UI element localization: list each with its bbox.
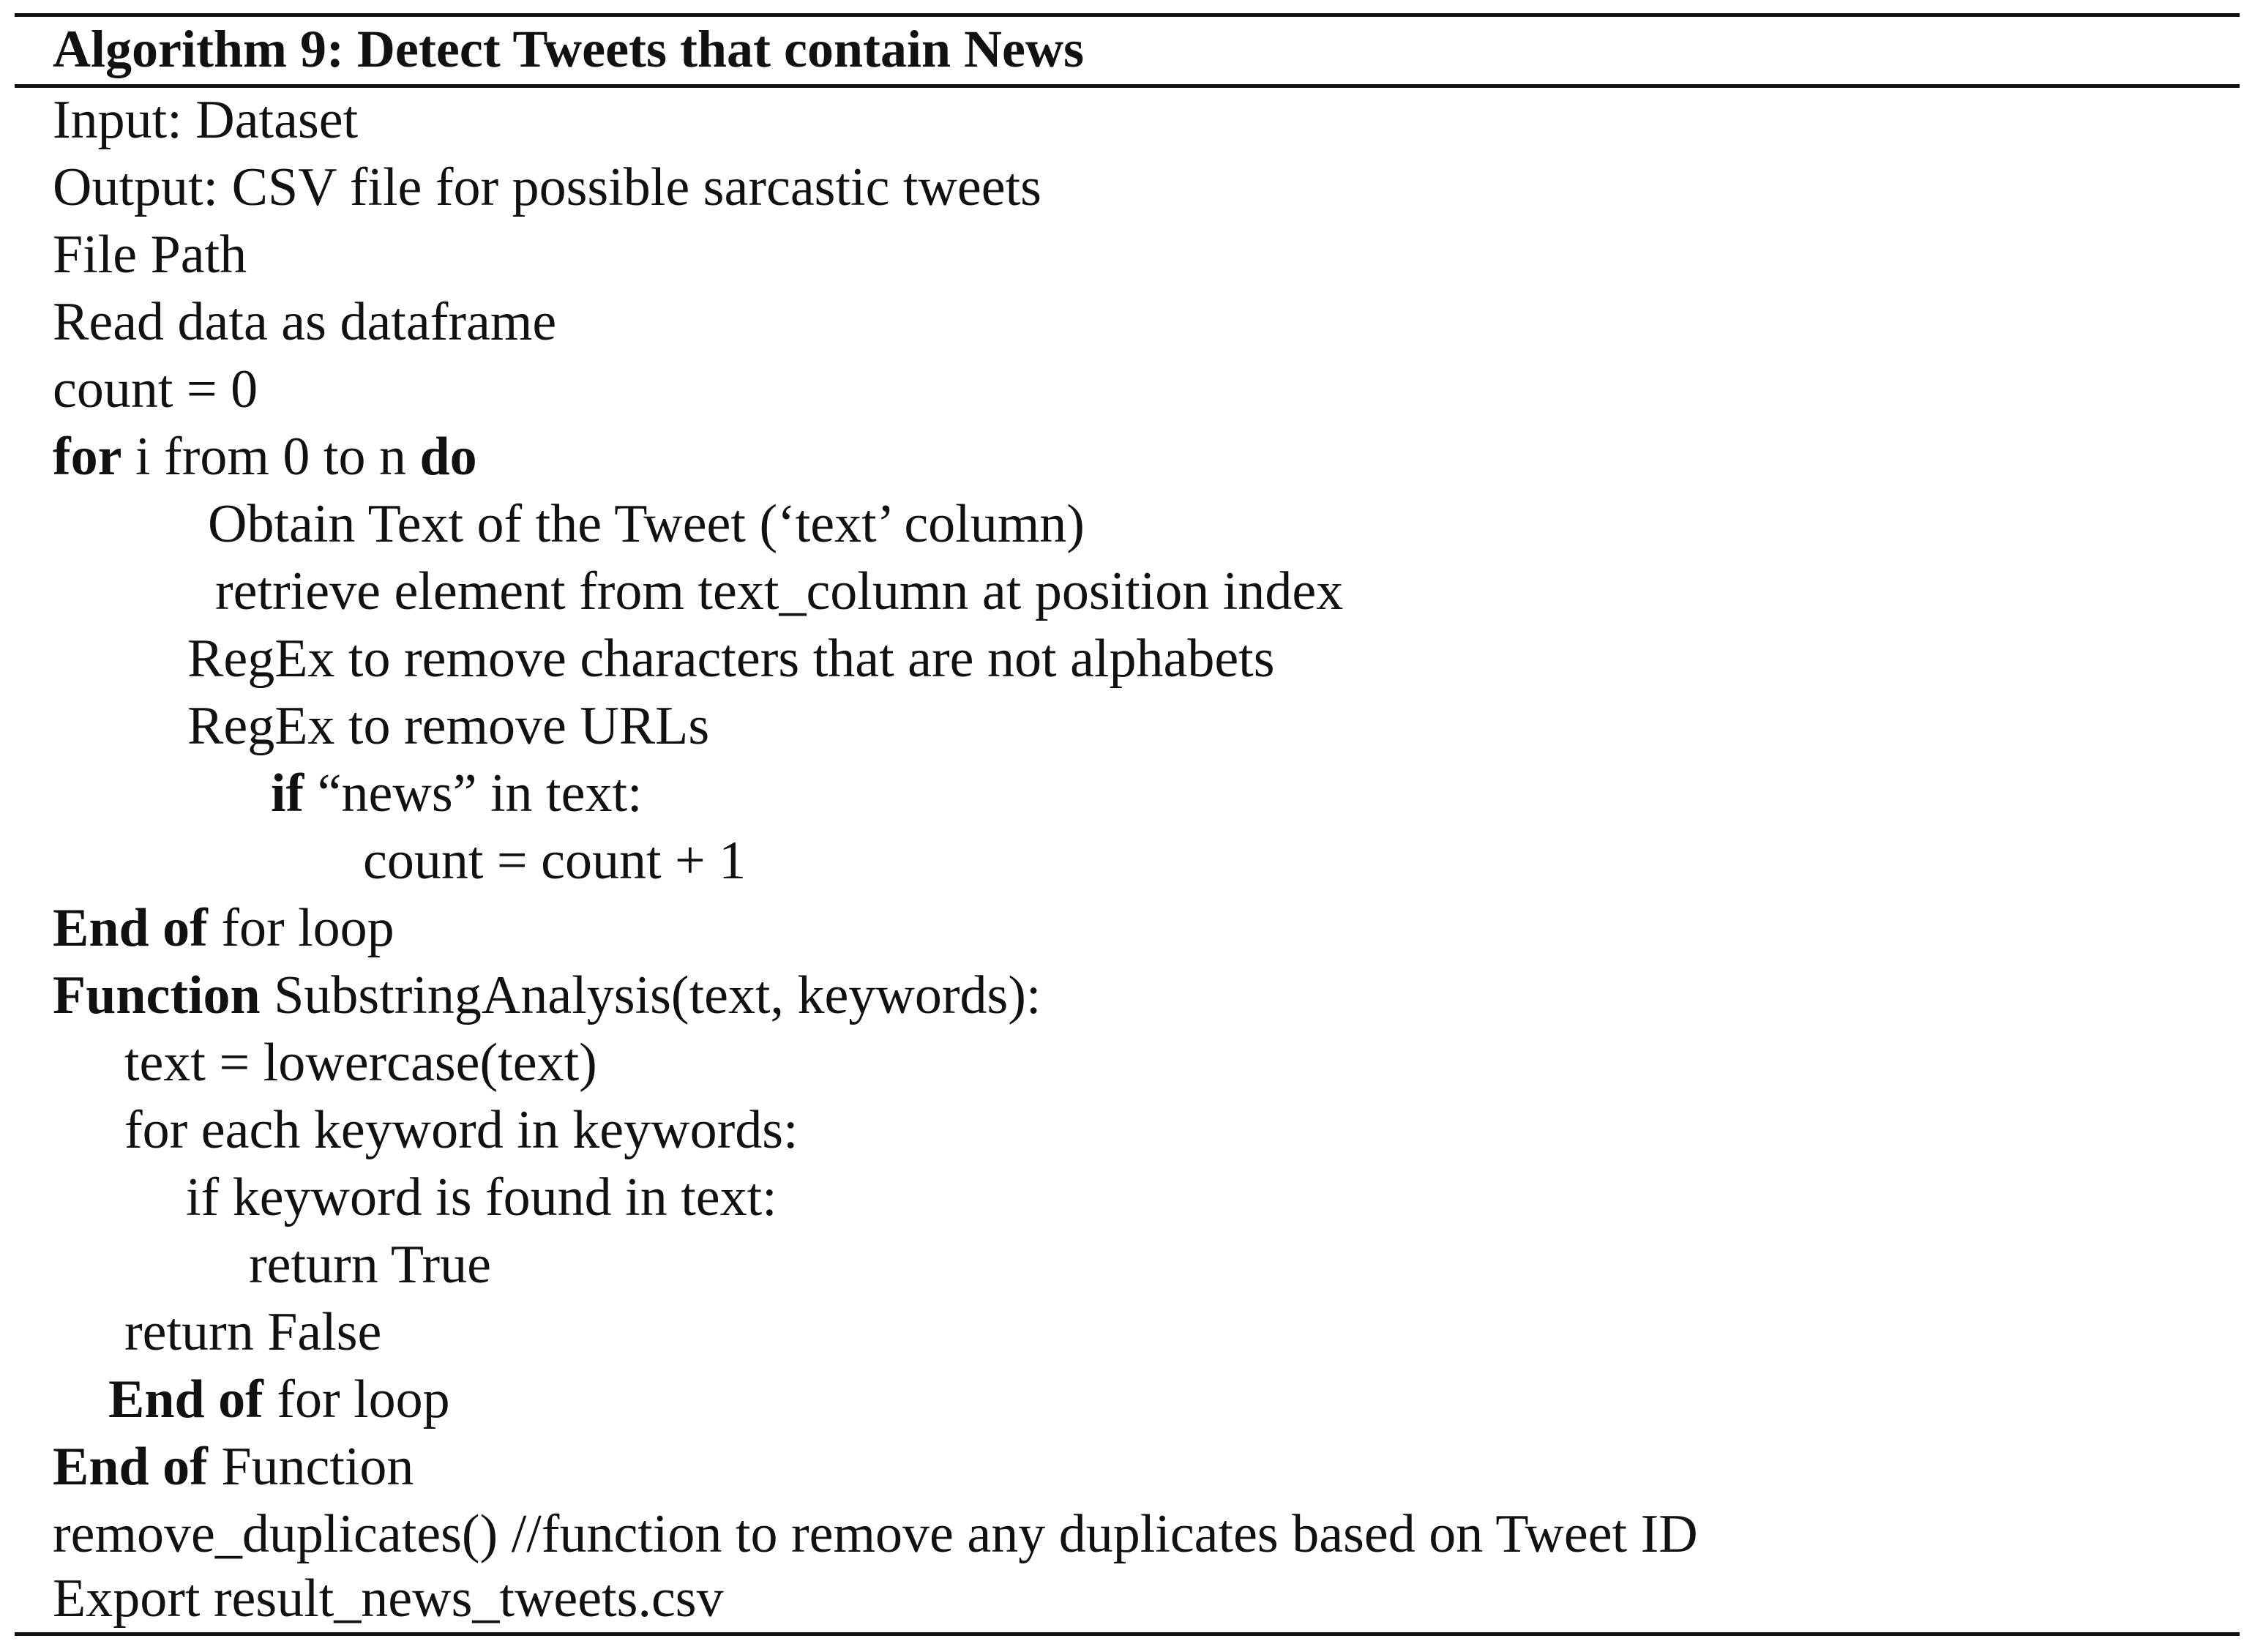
line-text: return True: [249, 1235, 491, 1295]
line-text: return False: [124, 1302, 382, 1362]
algorithm-line: [187, 692, 709, 760]
algorithm-line: [53, 423, 477, 490]
line-text: File Path: [53, 225, 247, 285]
line-text: SubstringAnalysis(text, keywords):: [260, 965, 1041, 1025]
algorithm-line: [124, 1029, 597, 1096]
line-text: for loop: [207, 898, 394, 958]
algorithm-line: [53, 356, 258, 423]
algorithm-line: [249, 1231, 491, 1298]
algorithm-line: [124, 1096, 799, 1164]
bottom-rule: [15, 1632, 2240, 1636]
algorithm-line: [53, 894, 394, 962]
keyword-end-of: End of: [53, 1437, 208, 1497]
algorithm-line: [53, 221, 247, 288]
keyword-do: do: [419, 427, 477, 487]
line-text: remove_duplicates() //function to remove any duplicates based on Tweet ID: [53, 1504, 1698, 1564]
algorithm-line: [208, 490, 1085, 558]
line-text: if keyword is found in text:: [186, 1167, 777, 1227]
line-text: count = count + 1: [363, 831, 747, 891]
algorithm-line: [53, 154, 1041, 221]
keyword-end-of: End of: [53, 898, 208, 958]
algorithm-line: [215, 558, 1343, 625]
line-text: for loop: [263, 1369, 450, 1429]
algorithm-line: [363, 827, 746, 894]
line-text: RegEx to remove characters that are not alphabets: [187, 629, 1275, 689]
line-text: “news” in text:: [304, 763, 643, 823]
algorithm-line: [53, 86, 358, 154]
line-text: Obtain Text of the Tweet (‘text’ column): [208, 494, 1085, 554]
algorithm-line: [124, 1298, 381, 1366]
line-text: Input: Dataset: [53, 90, 359, 150]
algorithm-line: [53, 1433, 414, 1500]
algorithm-line: [53, 962, 1041, 1029]
algorithm-line: [108, 1366, 450, 1433]
algorithm-line: [186, 1164, 777, 1231]
line-text: Read data as dataframe: [53, 292, 557, 352]
line-text: Function: [207, 1437, 414, 1497]
line-text: RegEx to remove URLs: [187, 696, 710, 756]
keyword-end-of: End of: [108, 1369, 263, 1429]
line-text: Export result_news_tweets.csv: [53, 1569, 724, 1629]
keyword-if: if: [271, 763, 304, 823]
algorithm-line: [53, 1565, 724, 1632]
keyword-function: Function: [53, 965, 261, 1025]
line-text: Output: CSV file for possible sarcastic tweets: [53, 157, 1041, 217]
line-text: i from 0 to n: [121, 427, 420, 487]
line-text: retrieve element from text_column at position index: [215, 561, 1344, 621]
algorithm-line: [187, 625, 1275, 692]
line-text: for each keyword in keywords:: [124, 1100, 799, 1160]
algorithm-line: [271, 760, 643, 827]
line-text: text = lowercase(text): [124, 1033, 597, 1093]
algorithm-title: Algorithm 9: Detect Tweets that contain News: [53, 20, 1085, 78]
algorithm-line: [53, 288, 556, 356]
keyword-for: for: [53, 427, 122, 487]
line-text: count = 0: [53, 359, 258, 419]
algorithm-line: [53, 1500, 1698, 1568]
